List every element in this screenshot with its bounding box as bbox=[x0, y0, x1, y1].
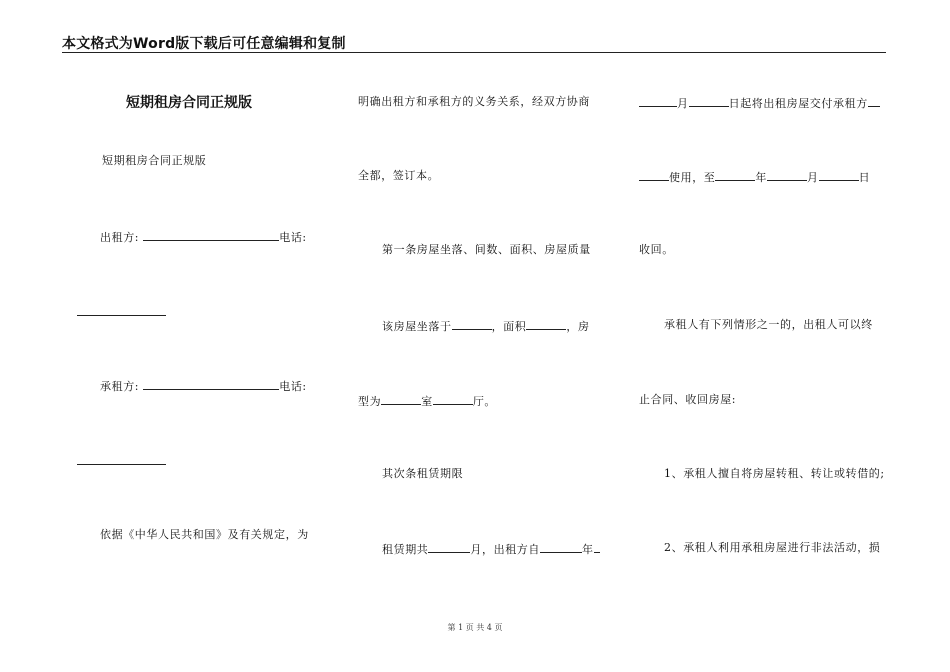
col3-line3 bbox=[639, 243, 674, 257]
subtitle-text: 短期租房合同正规版 bbox=[102, 154, 207, 167]
col3-line1 bbox=[639, 95, 880, 111]
use-until-label: 使用，至 bbox=[669, 171, 716, 184]
delivery-text: 日起将出租房屋交付承租方 bbox=[728, 97, 868, 110]
start-month-blank bbox=[594, 541, 600, 553]
house-type-line bbox=[358, 393, 496, 409]
col2-line2 bbox=[358, 169, 439, 183]
article1-line bbox=[382, 243, 591, 257]
term-line bbox=[382, 541, 600, 557]
halls-label: 厅。 bbox=[472, 395, 497, 408]
landlord-phone-label: 电话: bbox=[279, 231, 307, 244]
term-from-label: 月，出租方自 bbox=[470, 543, 541, 556]
start-year-label: 年 bbox=[582, 543, 594, 556]
house-type-label: 型为 bbox=[358, 395, 382, 408]
tenant-phone-blank bbox=[77, 464, 166, 465]
start-month-label: 月 bbox=[677, 97, 689, 110]
end-day-label: 日 bbox=[858, 171, 871, 184]
col3-line4 bbox=[664, 318, 873, 332]
area-blank bbox=[526, 318, 566, 330]
article1-heading: 第一条房屋坐落、间数、面积、房屋质量 bbox=[382, 243, 591, 256]
page-footer bbox=[0, 622, 950, 633]
house-label: ，房 bbox=[566, 320, 590, 333]
end-year-label: 年 bbox=[755, 171, 768, 184]
tenant-line bbox=[100, 378, 307, 394]
tenant-label: 承租方: bbox=[100, 380, 140, 393]
rooms-label: 室 bbox=[421, 395, 433, 408]
halls-blank bbox=[433, 393, 473, 405]
subtitle-line bbox=[102, 154, 206, 168]
termination-item-2: 2、承租人利用承租房屋进行非法活动，损 bbox=[664, 541, 881, 554]
location-label: 该房屋坐落于 bbox=[382, 320, 452, 333]
start-month-blank-2 bbox=[639, 95, 677, 107]
article2-line bbox=[382, 467, 463, 481]
tenant-name-blank bbox=[143, 378, 279, 390]
document-title: 短期租房合同正规版 bbox=[126, 95, 252, 111]
col3-item1 bbox=[664, 467, 885, 481]
start-day-blank bbox=[689, 95, 729, 107]
rooms-blank bbox=[381, 393, 421, 405]
end-month-blank bbox=[767, 169, 807, 181]
start-year-blank bbox=[540, 541, 582, 553]
tenant-phone-label: 电话: bbox=[279, 380, 307, 393]
landlord-line bbox=[100, 229, 307, 245]
page-header bbox=[62, 30, 886, 53]
landlord-name-blank bbox=[143, 229, 279, 241]
col3-item2 bbox=[664, 541, 880, 555]
col3-line5 bbox=[639, 393, 736, 407]
reclaim-text: 收回。 bbox=[639, 243, 674, 256]
col2-line2-text: 全都，签订本。 bbox=[358, 169, 440, 182]
term-label: 租赁期共 bbox=[382, 543, 429, 556]
header-text: 本文格式为Word版下载后可任意编辑和复制 bbox=[62, 36, 346, 52]
end-day-blank bbox=[819, 169, 859, 181]
use-blank bbox=[639, 169, 669, 181]
page-number: 第 1 页 共 4 页 bbox=[447, 623, 503, 632]
end-year-blank bbox=[715, 169, 755, 181]
end-month-label: 月 bbox=[807, 171, 819, 184]
location-line bbox=[382, 318, 590, 334]
basis-line bbox=[100, 528, 309, 542]
landlord-phone-blank bbox=[77, 315, 166, 316]
col3-line2 bbox=[639, 169, 870, 185]
location-blank bbox=[452, 318, 492, 330]
termination-intro-cont: 止合同、收回房屋: bbox=[639, 393, 737, 406]
landlord-label: 出租方: bbox=[100, 231, 140, 244]
area-label: ，面积 bbox=[491, 320, 527, 333]
termination-intro: 承租人有下列情形之一的，出租人可以终 bbox=[664, 318, 873, 331]
term-months-blank bbox=[428, 541, 470, 553]
article2-heading: 其次条租赁期限 bbox=[382, 467, 464, 480]
basis-text: 依据《中华人民共和国》及有关规定，为 bbox=[100, 528, 309, 541]
col2-line1-text: 明确出租方和承租方的义务关系，经双方协商 bbox=[358, 95, 590, 108]
col2-line1 bbox=[358, 95, 590, 109]
termination-item-1: 1、承租人擅自将房屋转租、转让或转借的; bbox=[664, 467, 885, 480]
delivery-blank bbox=[868, 95, 880, 107]
